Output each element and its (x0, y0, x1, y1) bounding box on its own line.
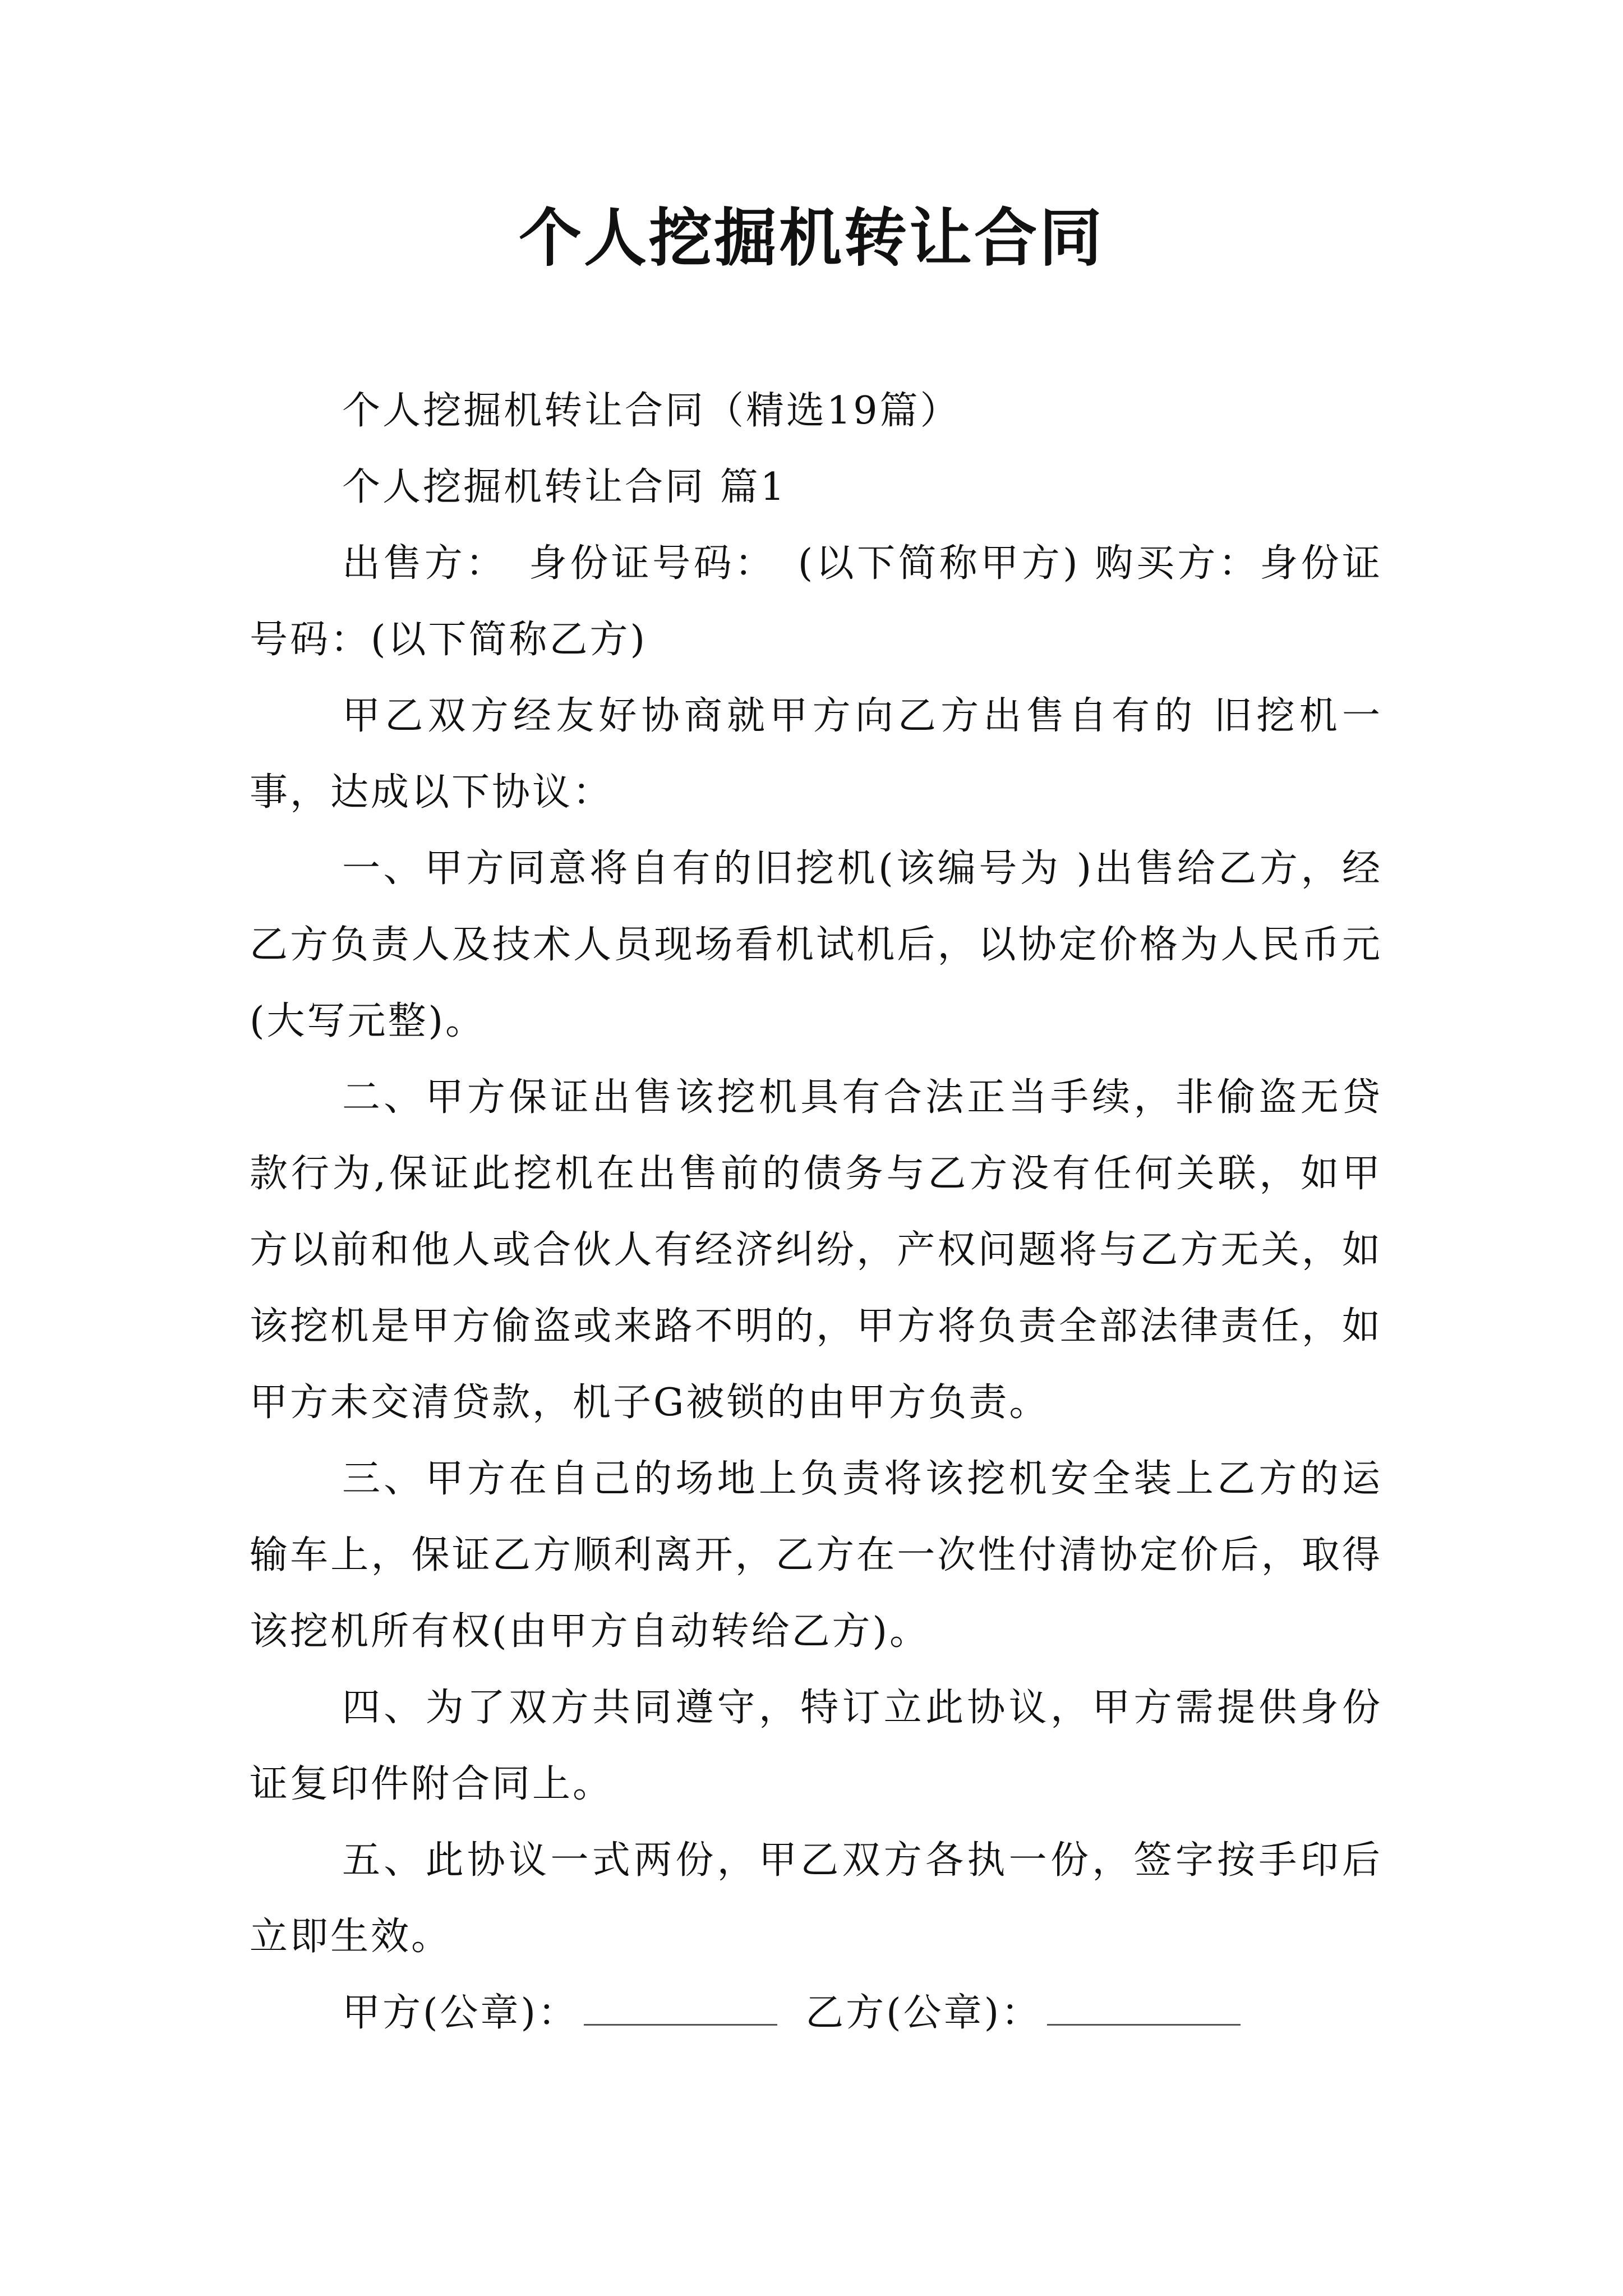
clause-5: 五、此协议一式两份，甲乙双方各执一份，签字按手印后立即生效。 (250, 1838, 1382, 1959)
party-b-seal-label: 乙方(公章)： (805, 1991, 1042, 2035)
document-body (250, 373, 1382, 2051)
clause-1: 一、甲方同意将自有的旧挖机(该编号为 )出售给乙方，经乙方负责人及技术人员现场看机试机后，以协定价格为人民币元(大写元整)。 (250, 846, 1382, 1043)
paragraph-parties: 出售方： 身份证号码： (以下简称甲方) 购买方：身份证号码：(以下简称乙方) (250, 541, 1382, 662)
clause-4: 四、为了双方共同遵守，特订立此协议，甲方需提供身份证复印件附合同上。 (250, 1686, 1382, 1806)
paragraph-intro: 甲乙双方经友好协商就甲方向乙方出售自有的 旧挖机一事，达成以下协议： (250, 694, 1382, 815)
section-heading: 个人挖掘机转让合同 篇1 (342, 465, 787, 509)
document-subtitle: 个人挖掘机转让合同（精选19篇） (342, 389, 961, 433)
clause-3: 三、甲方在自己的场地上负责将该挖机安全装上乙方的运输车上，保证乙方顺利离开，乙方在一次性付清协定价后，取得该挖机所有权(由甲方自动转给乙方)。 (250, 1457, 1382, 1654)
party-a-seal-blank (584, 1990, 777, 2026)
signature-line (250, 1975, 1382, 2051)
document-title: 个人挖掘机转让合同 (519, 201, 1104, 275)
party-b-seal-blank (1047, 1990, 1241, 2026)
party-a-seal-label: 甲方(公章)： (342, 1991, 579, 2035)
clause-2: 二、甲方保证出售该挖机具有合法正当手续，非偷盗无贷款行为,保证此挖机在出售前的债务与乙方没有任何关联，如甲方以前和他人或合伙人有经济纠纷，产权问题将与乙方无关，如该挖机是甲方偷盗或来路不明的，甲方将负责全部法律责任，如甲方未交清贷款，机子G被锁的由甲方负责。 (250, 1075, 1382, 1425)
